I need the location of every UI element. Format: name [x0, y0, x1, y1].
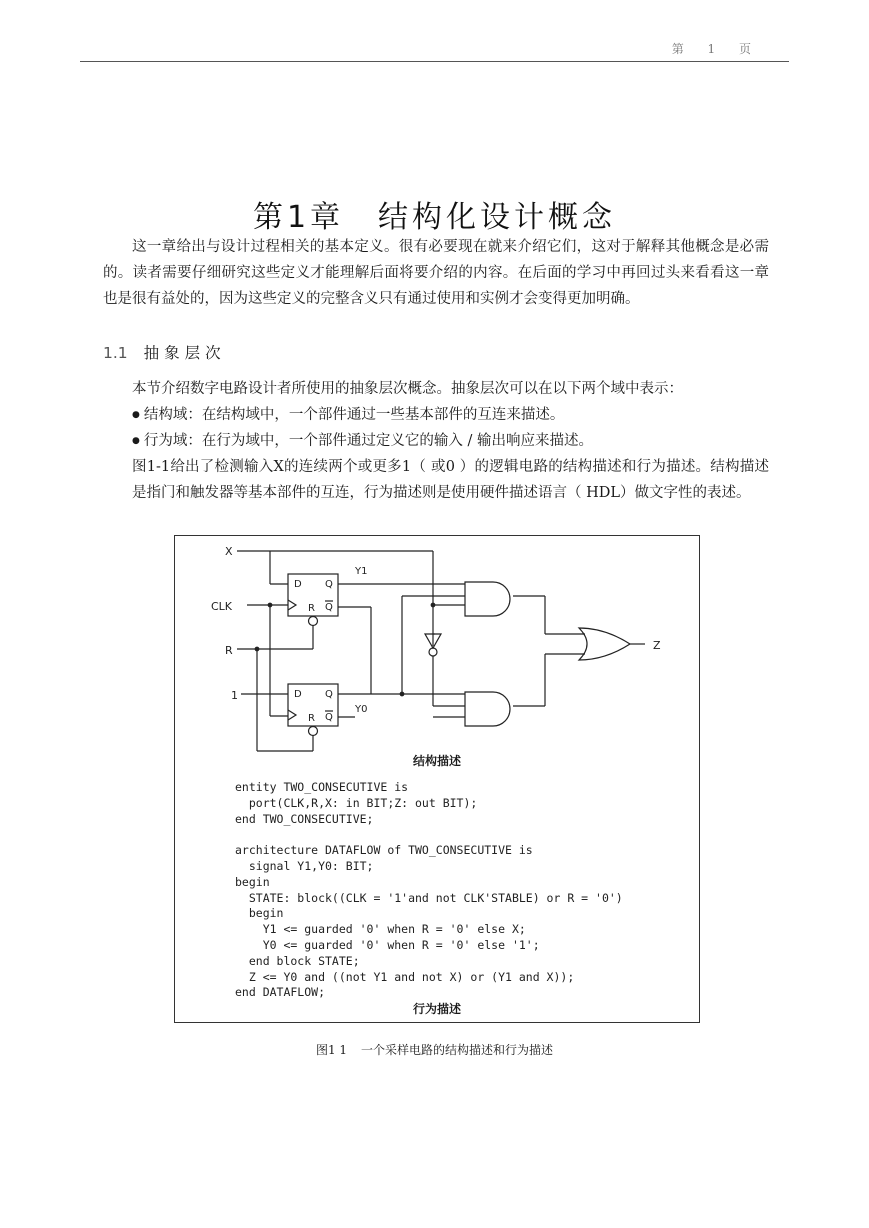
signal-y0-label: Y0	[355, 704, 368, 715]
code-line: port(CLK,R,X: in BIT;Z: out BIT);	[235, 795, 478, 810]
intro-paragraph: 这一章给出与设计过程相关的基本定义。很有必要现在就来介绍它们，这对于解释其他概念是必需的。读者需要仔细研究这些定义才能理解后面将要介绍的内容。在后面的学习中再回过头来看看这一章也是很有益处的，因为这些定义的完整含义只有通过使用和实例才会变得更加明确。	[103, 239, 769, 307]
ff2-q-label: Q	[325, 689, 333, 700]
figure-caption	[0, 1041, 869, 1058]
ff2-r-label: R	[308, 713, 315, 724]
code-line: signal Y1,Y0: BIT;	[235, 858, 374, 873]
logic-circuit-diagram	[175, 536, 699, 752]
ff1-q-label: Q	[325, 579, 333, 590]
code-line: begin	[235, 906, 284, 921]
bullet-dot-icon: ●	[132, 410, 140, 420]
code-line: Y1 <= guarded '0' when R = '0' else X;	[235, 922, 526, 937]
code-line: Z <= Y0 and ((not Y1 and not X) or (Y1 and X));	[235, 969, 575, 984]
flip-flop-upper	[288, 574, 338, 626]
signal-one-label: 1	[231, 689, 238, 702]
chapter-title	[0, 192, 869, 236]
behavioral-caption: 行为描述	[412, 1002, 461, 1016]
ff2-d-label: D	[294, 689, 302, 700]
code-line: STATE: block((CLK = '1'and not CLK'STABLE) or R = '0')	[235, 890, 623, 905]
or-gate	[579, 628, 630, 660]
code-line: architecture DATAFLOW of TWO_CONSECUTIVE is	[235, 843, 533, 858]
ff1-qbar-label: Q	[325, 602, 333, 613]
ff1-r-label: R	[308, 603, 315, 614]
section-body	[103, 376, 769, 506]
code-line: end TWO_CONSECUTIVE;	[235, 811, 374, 826]
code-line: entity TWO_CONSECUTIVE is	[235, 780, 409, 794]
chapter-label: 第1章	[252, 200, 345, 236]
page-number: 第 1 页	[671, 42, 761, 56]
signal-r-label: R	[225, 644, 233, 657]
code-line: end DATAFLOW;	[235, 985, 326, 1000]
ff1-d-label: D	[294, 579, 302, 590]
and-gate-upper	[465, 582, 510, 616]
vhdl-code-block	[235, 780, 623, 1001]
code-line: Y0 <= guarded '0' when R = '0' else '1';	[235, 937, 540, 952]
signal-z-label: Z	[653, 639, 661, 652]
signal-clk-label: CLK	[211, 600, 233, 613]
figure-caption-text: 一个采样电路的结构描述和行为描述	[361, 1043, 554, 1057]
signal-y1-label: Y1	[355, 566, 368, 577]
code-line: end block STATE;	[235, 953, 360, 968]
ff2-qbar-label: Q	[325, 712, 333, 723]
chapter-name: 结构化设计概念	[378, 200, 617, 236]
bullet-dot-icon: ●	[132, 436, 140, 446]
structural-caption: 结构描述	[412, 754, 461, 768]
bullet-text: 行为域：在行为域中，一个部件通过定义它的输入 / 输出响应来描述。	[143, 433, 593, 449]
signal-x-label: X	[225, 545, 233, 558]
body-line: 本节介绍数字电路设计者所使用的抽象层次概念。抽象层次可以在以下两个域中表示：	[132, 381, 683, 397]
figure-number: 图1 1	[315, 1043, 348, 1057]
header-rule	[80, 61, 789, 62]
section-number: 1.1	[103, 344, 128, 362]
figure-intro-paragraph: 图1-1给出了检测输入X的连续两个或更多1（ 或0 ）的逻辑电路的结构描述和行为描述。结构描述是指门和触发器等基本部件的互连，行为描述则是使用硬件描述语言（ HDL）做文字性的表述。	[132, 459, 769, 501]
bullet-text: 结构域：在结构域中，一个部件通过一些基本部件的互连来描述。	[143, 407, 565, 423]
flip-flop-lower	[288, 684, 338, 736]
section-heading	[103, 341, 226, 363]
figure-frame	[174, 535, 700, 1023]
and-gate-lower	[465, 692, 510, 726]
bullet-structural	[103, 402, 769, 428]
code-line: begin	[235, 874, 270, 889]
bullet-behavioral	[103, 428, 769, 454]
section-title: 抽象层次	[143, 344, 226, 362]
code-line	[235, 827, 623, 843]
